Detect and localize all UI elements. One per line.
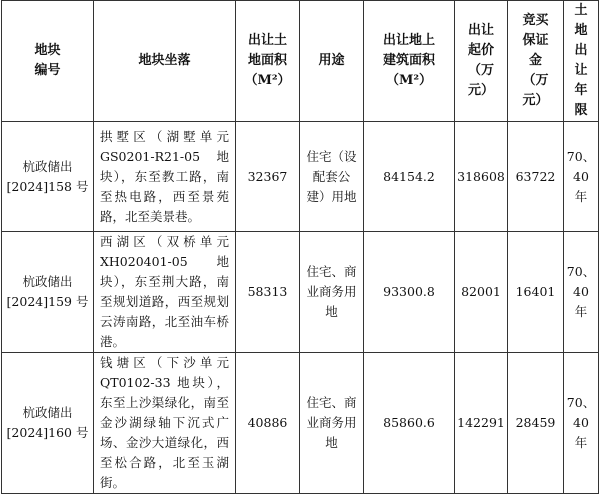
usage-cell: 住宅、商 业商务用 地 bbox=[300, 232, 364, 353]
header-term: 土 地 出 让 年 限 bbox=[564, 1, 599, 122]
table-row bbox=[2, 232, 599, 353]
header-location: 地块坐落 bbox=[94, 1, 236, 122]
header-usage: 用途 bbox=[300, 1, 364, 122]
table-row bbox=[2, 353, 599, 494]
land-area-cell: 40886 bbox=[236, 353, 300, 494]
header-building-area: 出让地上 建筑面积 （M²） bbox=[364, 1, 455, 122]
plot-no-cell: 杭政储出 [2024]159 号 bbox=[2, 232, 94, 353]
start-price-cell: 142291 bbox=[455, 353, 508, 494]
header-row bbox=[2, 1, 599, 122]
plot-no-cell: 杭政储出 [2024]158 号 bbox=[2, 122, 94, 232]
plot-no-cell: 杭政储出 [2024]160 号 bbox=[2, 353, 94, 494]
deposit-cell: 63722 bbox=[508, 122, 564, 232]
start-price-cell: 318608 bbox=[455, 122, 508, 232]
land-auction-table bbox=[1, 0, 599, 494]
land-area-cell: 58313 bbox=[236, 232, 300, 353]
location-cell: 拱墅区（湖墅单元GS0201-R21-05 地块），东至教工路，南至热电路，西至景苑路，北至美景巷。 bbox=[94, 122, 236, 232]
land-area-cell: 32367 bbox=[236, 122, 300, 232]
header-deposit: 竞买 保证 金 （万 元） bbox=[508, 1, 564, 122]
building-area-cell: 84154.2 bbox=[364, 122, 455, 232]
building-area-cell: 85860.6 bbox=[364, 353, 455, 494]
usage-cell: 住宅（设 配套公 建）用地 bbox=[300, 122, 364, 232]
start-price-cell: 82001 bbox=[455, 232, 508, 353]
deposit-cell: 16401 bbox=[508, 232, 564, 353]
term-cell: 70、 40 年 bbox=[564, 232, 599, 353]
deposit-cell: 28459 bbox=[508, 353, 564, 494]
location-cell: 钱塘区（下沙单元QT0102-33 地块），东至上沙渠绿化，南至金沙湖绿轴下沉式广场、金沙大道绿化，西至松合路，北至玉湖街。 bbox=[94, 353, 236, 494]
header-start-price: 出让 起价 （万 元） bbox=[455, 1, 508, 122]
table-row bbox=[2, 122, 599, 232]
term-cell: 70、 40 年 bbox=[564, 353, 599, 494]
building-area-cell: 93300.8 bbox=[364, 232, 455, 353]
location-cell: 西湖区（双桥单元XH020401-05 地块），东至荆大路，南至规划道路，西至规划云涛南路，北至油车桥港。 bbox=[94, 232, 236, 353]
header-land-area: 出让土 地面积 （M²） bbox=[236, 1, 300, 122]
header-plot-no: 地块 编号 bbox=[2, 1, 94, 122]
term-cell: 70、 40 年 bbox=[564, 122, 599, 232]
usage-cell: 住宅、商 业商务用 地 bbox=[300, 353, 364, 494]
